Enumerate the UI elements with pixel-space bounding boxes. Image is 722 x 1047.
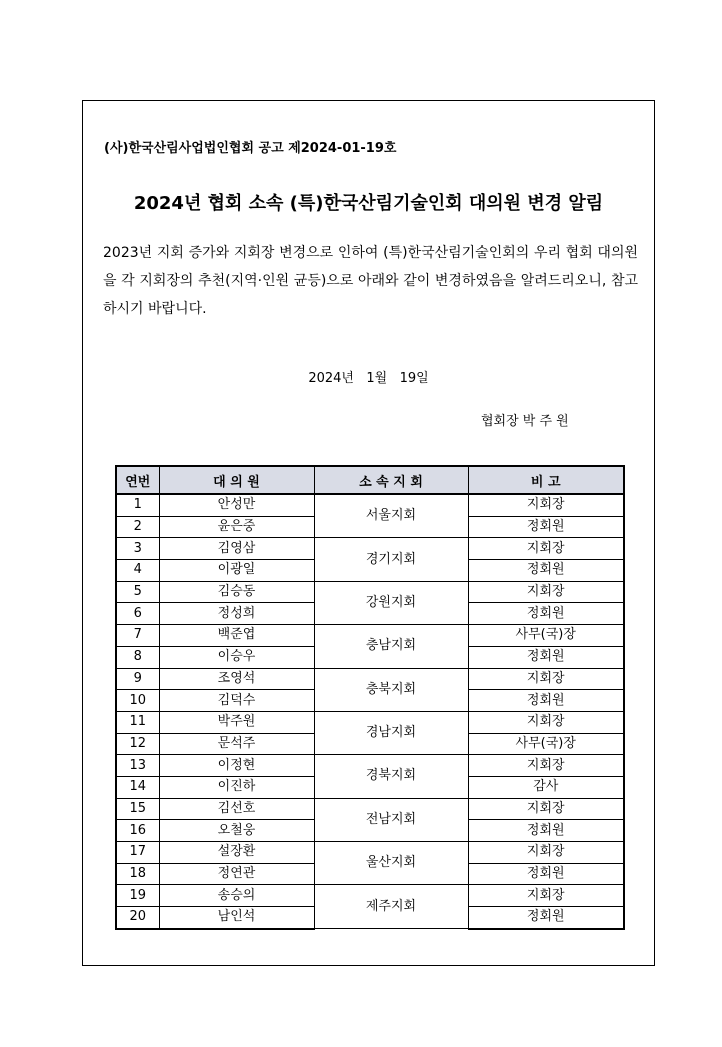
- row-number: 8: [116, 646, 159, 668]
- table-row: [116, 711, 624, 733]
- branch-name: 충남지회: [314, 625, 468, 668]
- delegate-name: 김덕수: [159, 690, 314, 712]
- remark: 지회장: [468, 755, 624, 777]
- delegate-name: 설장환: [159, 842, 314, 864]
- branch-name: 경남지회: [314, 711, 468, 754]
- delegate-name: 이승우: [159, 646, 314, 668]
- notice-number: (사)한국산림사업법인협회 공고 제2024-01-19호: [104, 141, 397, 156]
- table-row: [116, 798, 624, 820]
- delegate-name: 이진하: [159, 776, 314, 798]
- remark: 정회원: [468, 646, 624, 668]
- remark: 지회장: [468, 885, 624, 907]
- table-row: [116, 668, 624, 690]
- row-number: 2: [116, 516, 159, 538]
- row-number: 19: [116, 885, 159, 907]
- row-number: 14: [116, 776, 159, 798]
- header-note: 비 고: [468, 466, 624, 494]
- delegate-name: 김승동: [159, 581, 314, 603]
- remark: 지회장: [468, 842, 624, 864]
- delegate-name: 송승의: [159, 885, 314, 907]
- table-row: [116, 842, 624, 864]
- table-row: [116, 755, 624, 777]
- row-number: 11: [116, 711, 159, 733]
- remark: 정회원: [468, 560, 624, 582]
- body-paragraph: 2023년 지회 증가와 지회장 변경으로 인하여 (특)한국산림기술인회의 우리 협회 대의원을 각 지회장의 추천(지역·인원 균등)으로 아래와 같이 변경하였음을 알려드리오니, 참고하시기 바랍니다.: [103, 245, 638, 317]
- table-body: [116, 494, 624, 929]
- branch-name: 경북지회: [314, 755, 468, 798]
- remark: 지회장: [468, 494, 624, 516]
- table-row: [116, 494, 624, 516]
- remark: 정회원: [468, 603, 624, 625]
- delegate-name: 박주원: [159, 711, 314, 733]
- remark: 정회원: [468, 516, 624, 538]
- delegate-name: 백준엽: [159, 625, 314, 647]
- remark: 사무(국)장: [468, 625, 624, 647]
- branch-name: 강원지회: [314, 581, 468, 624]
- remark: 감사: [468, 776, 624, 798]
- row-number: 20: [116, 907, 159, 929]
- row-number: 1: [116, 494, 159, 516]
- row-number: 4: [116, 560, 159, 582]
- header-name: 대 의 원: [159, 466, 314, 494]
- row-number: 6: [116, 603, 159, 625]
- remark: 정회원: [468, 863, 624, 885]
- branch-name: 울산지회: [314, 842, 468, 885]
- remark: 지회장: [468, 581, 624, 603]
- branch-name: 전남지회: [314, 798, 468, 841]
- delegate-name: 김선호: [159, 798, 314, 820]
- row-number: 18: [116, 863, 159, 885]
- remark: 지회장: [468, 711, 624, 733]
- header-no: 연번: [116, 466, 159, 494]
- row-number: 16: [116, 820, 159, 842]
- delegate-name: 이정현: [159, 755, 314, 777]
- delegate-name: 이광일: [159, 560, 314, 582]
- delegate-name: 윤은중: [159, 516, 314, 538]
- remark: 정회원: [468, 820, 624, 842]
- delegate-name: 문석주: [159, 733, 314, 755]
- table-row: [116, 538, 624, 560]
- row-number: 10: [116, 690, 159, 712]
- delegate-name: 남인석: [159, 907, 314, 929]
- row-number: 15: [116, 798, 159, 820]
- remark: 정회원: [468, 690, 624, 712]
- row-number: 12: [116, 733, 159, 755]
- delegate-name: 오철웅: [159, 820, 314, 842]
- remark: 정회원: [468, 907, 624, 929]
- row-number: 7: [116, 625, 159, 647]
- notice-date: 2024년 1월 19일: [308, 371, 429, 386]
- branch-name: 제주지회: [314, 885, 468, 929]
- remark: 지회장: [468, 668, 624, 690]
- header-region: 소 속 지 회: [314, 466, 468, 494]
- delegate-table: [115, 465, 625, 930]
- branch-name: 서울지회: [314, 494, 468, 538]
- row-number: 13: [116, 755, 159, 777]
- remark: 지회장: [468, 538, 624, 560]
- table-row: [116, 885, 624, 907]
- row-number: 3: [116, 538, 159, 560]
- delegate-name: 김영삼: [159, 538, 314, 560]
- table-row: [116, 581, 624, 603]
- document-title: 2024년 협회 소속 (특)한국산림기술인회 대의원 변경 알림: [133, 193, 604, 214]
- row-number: 9: [116, 668, 159, 690]
- delegate-name: 조영석: [159, 668, 314, 690]
- remark: 지회장: [468, 798, 624, 820]
- row-number: 5: [116, 581, 159, 603]
- branch-name: 충북지회: [314, 668, 468, 711]
- signer: 협회장 박 주 원: [481, 414, 569, 429]
- delegate-name: 안성만: [159, 494, 314, 516]
- branch-name: 경기지회: [314, 538, 468, 581]
- row-number: 17: [116, 842, 159, 864]
- delegate-name: 정성희: [159, 603, 314, 625]
- delegate-name: 정연관: [159, 863, 314, 885]
- table-row: [116, 625, 624, 647]
- table-header-row: [116, 466, 624, 494]
- remark: 사무(국)장: [468, 733, 624, 755]
